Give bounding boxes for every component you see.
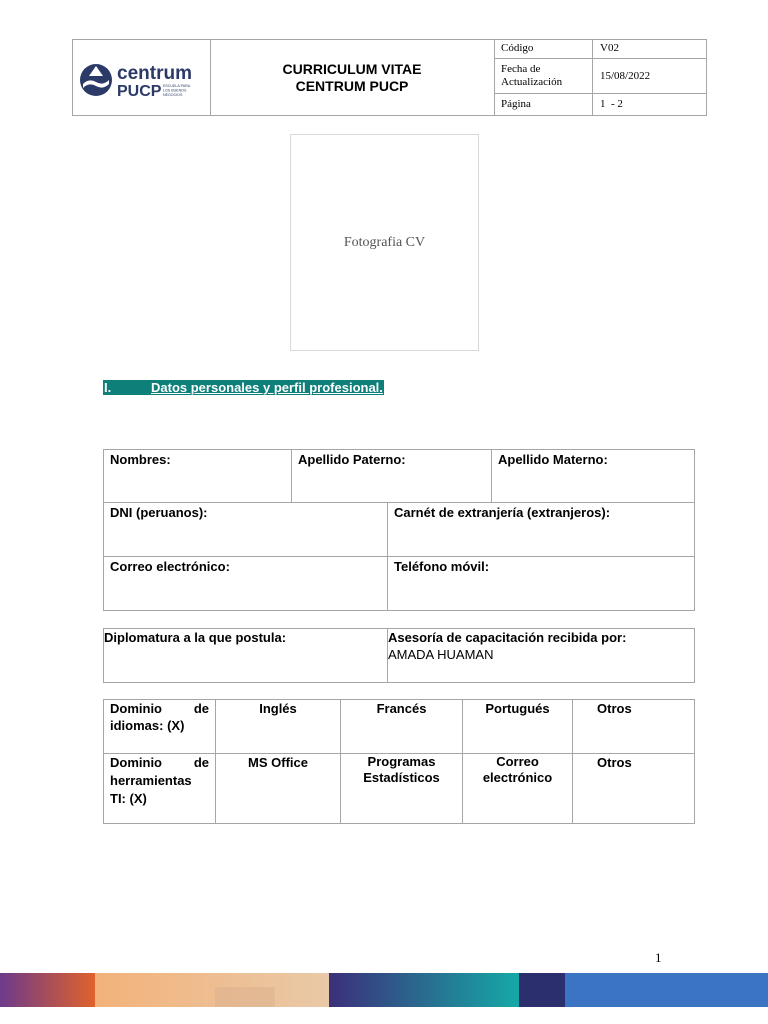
logo-cell <box>73 40 211 115</box>
herramienta-programas[interactable] <box>340 753 463 824</box>
svg-text:ESCUELA PARA: ESCUELA PARA <box>163 84 191 88</box>
option-label: Otros <box>597 701 632 716</box>
herramienta-correo[interactable] <box>462 753 573 824</box>
meta-value: V02 <box>600 42 619 54</box>
herramienta-otros[interactable] <box>572 753 695 824</box>
field-asesoria[interactable] <box>387 628 695 683</box>
field-label: Diplomatura a la que postula: <box>104 630 287 645</box>
herramientas-label: Dominio de herramientas TI: (X) <box>110 755 209 806</box>
meta-label: Página <box>501 98 531 110</box>
idiomas-label: Dominio de idiomas: (X) <box>110 701 209 733</box>
field-nombres[interactable] <box>103 449 292 503</box>
option-label: Otros <box>597 755 632 770</box>
title-line-1: CURRICULUM VITAE <box>282 60 422 77</box>
field-telefono[interactable] <box>387 556 695 611</box>
svg-text:NEGOCIOS: NEGOCIOS <box>163 93 183 97</box>
meta-row-fecha <box>495 59 707 94</box>
option-label: Portugués <box>485 701 550 716</box>
page-number: 1 <box>655 950 662 965</box>
document-title <box>210 40 495 115</box>
field-dni[interactable] <box>103 502 388 557</box>
centrum-pucp-logo <box>73 40 210 115</box>
field-label: Teléfono móvil: <box>394 559 490 574</box>
field-label: Apellido Paterno: <box>298 452 406 467</box>
photo-placeholder[interactable] <box>290 134 479 351</box>
svg-text:LOS BUENOS: LOS BUENOS <box>163 88 187 93</box>
meta-row-codigo <box>495 40 707 59</box>
field-carnet[interactable] <box>387 502 695 557</box>
svg-text:PUCP: PUCP <box>117 83 162 100</box>
section-title: Datos personales y perfil profesional. <box>151 380 383 395</box>
document-header <box>72 39 707 116</box>
option-label: Inglés <box>259 701 297 716</box>
herramienta-ms-office[interactable] <box>215 753 341 824</box>
field-label: Carnét de extranjería (extranjeros): <box>394 505 611 520</box>
field-value: AMADA HUAMAN <box>388 647 494 662</box>
idioma-portugues[interactable] <box>462 699 573 754</box>
option-label: Programas Estadísticos <box>363 754 440 785</box>
field-label: Nombres: <box>110 452 171 467</box>
idiomas-label-cell <box>103 699 216 754</box>
meta-label: Código <box>501 42 534 54</box>
svg-text:centrum: centrum <box>117 63 192 84</box>
herramientas-label-cell <box>103 753 216 824</box>
field-label: Asesoría de capacitación recibida por: <box>388 630 627 645</box>
field-diplomatura[interactable] <box>103 628 388 683</box>
option-label: Francés <box>376 701 427 716</box>
idioma-frances[interactable] <box>340 699 463 754</box>
meta-value: 15/08/2022 <box>600 70 651 82</box>
meta-value: 1 - 2 <box>600 98 623 110</box>
title-line-2: CENTRUM PUCP <box>295 77 409 94</box>
photo-placeholder-label: Fotografia CV <box>343 234 426 250</box>
field-label: Correo electrónico: <box>110 559 230 574</box>
meta-row-pagina <box>495 94 707 115</box>
idioma-ingles[interactable] <box>215 699 341 754</box>
section-heading <box>103 380 384 395</box>
field-label: DNI (peruanos): <box>110 505 208 520</box>
idioma-otros[interactable] <box>572 699 695 754</box>
document-meta <box>495 40 707 115</box>
footer-decorative-band <box>0 973 768 1007</box>
field-correo[interactable] <box>103 556 388 611</box>
field-label: Apellido Materno: <box>498 452 608 467</box>
field-apellido-paterno[interactable] <box>291 449 492 503</box>
option-label: Correo electrónico <box>482 754 553 785</box>
field-apellido-materno[interactable] <box>491 449 695 503</box>
meta-label: Fecha de Actualización <box>501 63 563 88</box>
option-label: MS Office <box>248 755 308 770</box>
section-number: I. <box>104 380 112 395</box>
